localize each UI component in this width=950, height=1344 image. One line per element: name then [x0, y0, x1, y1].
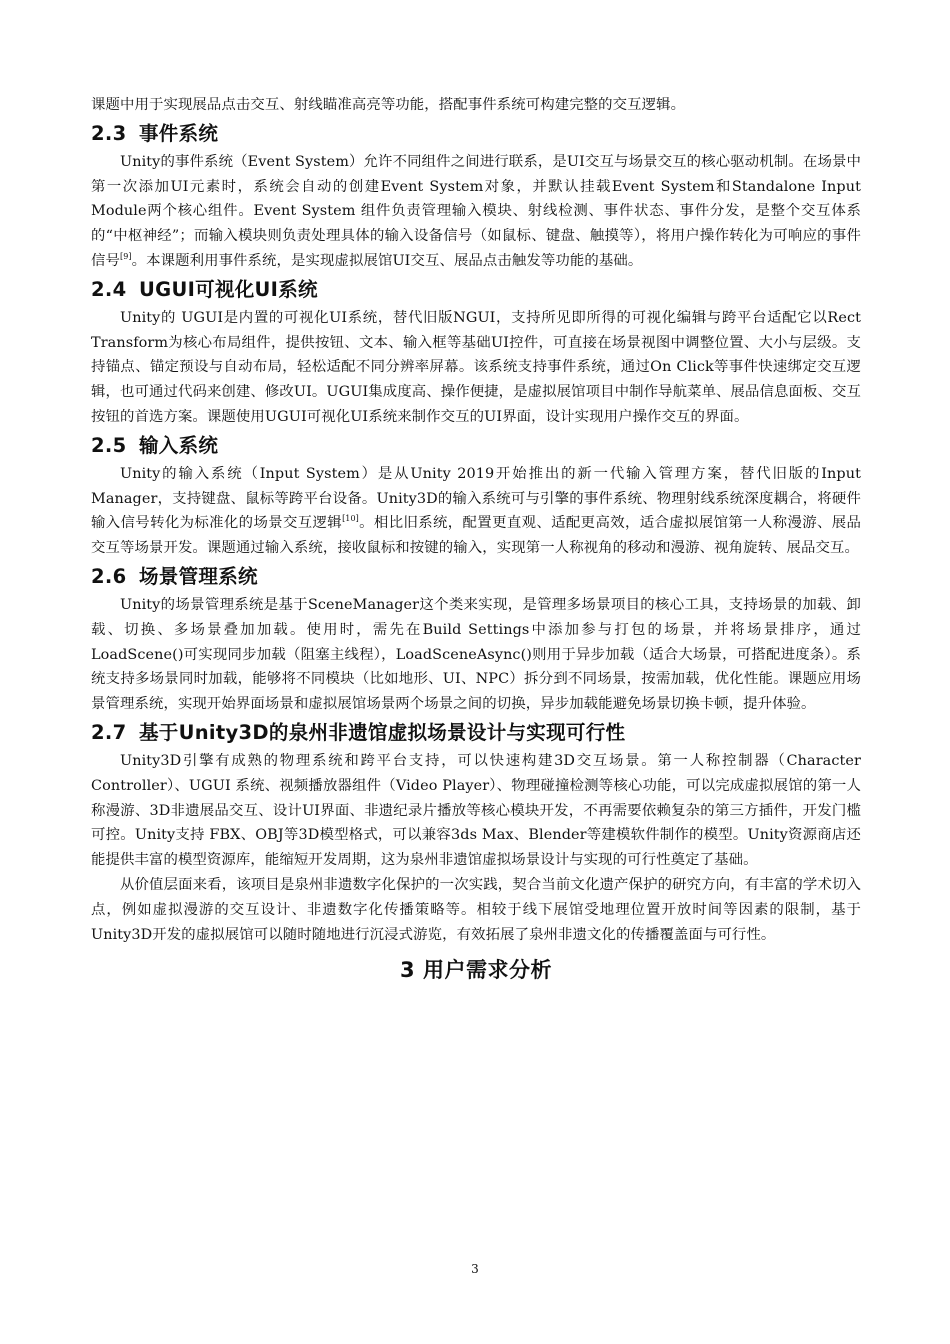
section-2-7-paragraph-2: 从价值层面来看，该项目是泉州非遗数字化保护的一次实践，契合当前文化遗产保护的研究方向，有丰富的学术切入点，例如虚拟漫游的交互设计、非遗数字化传播策略等。相较于线下展馆受地理位置开放时间等因素的限制，基于Unity3D开发的虚拟展馆可以随时随地进行沉浸式游览，有效拓展了泉州非遗文化的传播覆盖面与可行性。 — [91, 876, 861, 943]
section-number: 2.3 — [91, 121, 127, 145]
intro-paragraph: 课题中用于实现展品点击交互、射线瞄准高亮等功能，搭配事件系统可构建完整的交互逻辑。 — [91, 97, 686, 113]
section-number: 2.6 — [91, 564, 127, 588]
section-2-5-paragraph — [91, 462, 861, 561]
section-2-6-paragraph: Unity的场景管理系统是基于SceneManager这个类来实现，是管理多场景项目的核心工具，支持场景的加载、卸载、切换、多场景叠加加载。使用时，需先在Build Settings中添加参与打包的场景，并将场景排序，通过LoadScene()可实现同步加载（阻塞主线程），LoadSceneAsync()则用于异步加载（适合大场景，可搭配进度条）。系统支持多场景同时加载，能够将不同模块（比如地形、UI、NPC）拆分到不同场景，按需加载，优化性能。课题应用场景管理系统，实现开始界面场景和虚拟展馆场景两个场景之间的切换，异步加载能避免场景切换卡顿，提升体验。 — [91, 596, 861, 713]
section-title: 输入系统 — [139, 433, 219, 457]
section-2-3-paragraph — [91, 150, 861, 274]
paragraph-text: 。本课题利用事件系统，是实现虚拟展馆UI交互、展品点击触发等功能的基础。 — [131, 252, 643, 269]
chapter-heading: 3 用户需求分析 — [400, 958, 552, 983]
section-heading-2-5 — [91, 430, 861, 462]
section-heading-2-7 — [91, 717, 861, 749]
section-title: 事件系统 — [139, 121, 219, 145]
section-title: UGUI可视化UI系统 — [139, 277, 318, 301]
section-2-7-paragraph-1: Unity3D引擎有成熟的物理系统和跨平台支持，可以快速构建3D交互场景。第一人称控制器（Character Controller）、UGUI 系统、视频播放器组件（Video Player）、物理碰撞检测等核心功能，可以完成虚拟展馆的第一人称漫游、3D非遗展品交互、设计UI界面、非遗纪录片播放等核心模块开发，不再需要依赖复杂的第三方插件，开发门槛可控。Unity支持 FBX、OBJ等3D模型格式，可以兼容3ds Max、Blender等建模软件制作的模型。Unity资源商店还能提供丰富的模型资源库，能缩短开发周期，这为泉州非遗馆虚拟场景设计与实现的可行性奠定了基础。 — [91, 752, 861, 869]
paragraph-text: 。相比旧系统，配置更直观、适配更高效，适合虚拟展馆第一人称漫游、展品交互等场景开发。课题通过输入系统，接收鼠标和按键的输入，实现第一人称视角的移动和漫游、视角旋转、展品交互。 — [91, 515, 862, 557]
section-heading-2-6 — [91, 561, 861, 593]
paragraph-text: Unity的输入系统（Input System）是从Unity 2019开始推出的新一代输入管理方案，替代旧版的Input Manager，支持键盘、鼠标等跨平台设备。Unity3D的输入系统可与引擎的事件系统、物理射线系统深度耦合，将硬件输入信号转化为标准化的场景交互逻辑 — [91, 465, 861, 532]
paragraph-text: Unity的事件系统（Event System）允许不同组件之间进行联系，是UI交互与场景交互的核心驱动机制。在场景中第一次添加UI元素时，系统会自动的创建Event System对象，并默认挂载Event System和Standalone Input Module两个核心组件。Event System 组件负责管理输入模块、射线检测、事件状态、事件分发，是整个交互体系的“中枢神经”；而输入模块则负责处理具体的输入设备信号（如鼠标、键盘、触摸等），将用户操作转化为可响应的事件信号 — [91, 153, 861, 269]
section-title: 基于Unity3D的泉州非遗馆虚拟场景设计与实现可行性 — [139, 720, 626, 744]
citation-ref: [9] — [119, 251, 132, 261]
section-heading-2-4 — [91, 274, 861, 306]
section-number: 2.5 — [91, 433, 127, 457]
section-heading-2-3 — [91, 118, 861, 150]
section-2-4-paragraph: Unity的 UGUI是内置的可视化UI系统，替代旧版NGUI，支持所见即所得的可视化编辑与跨平台适配它以Rect Transform为核心布局组件，提供按钮、文本、输入框等基础UI控件，可直接在场景视图中调整位置、大小与层级。支持锚点、锚定预设与自动布局，轻松适配不同分辨率屏幕。该系统支持事件系统，通过On Click等事件快速绑定交互逻辑，也可通过代码来创建、修改UI。UGUI集成度高、操作便捷，是虚拟展馆项目中制作导航菜单、展品信息面板、交互按钮的首选方案。课题使用UGUI可视化UI系统来制作交互的UI界面，设计实现用户操作交互的界面。 — [91, 309, 861, 425]
section-number: 2.4 — [91, 277, 127, 301]
page-number: 3 — [471, 1262, 479, 1276]
section-number: 2.7 — [91, 720, 127, 744]
section-title: 场景管理系统 — [139, 564, 258, 588]
citation-ref: [10] — [342, 514, 359, 524]
page-content — [91, 93, 861, 987]
